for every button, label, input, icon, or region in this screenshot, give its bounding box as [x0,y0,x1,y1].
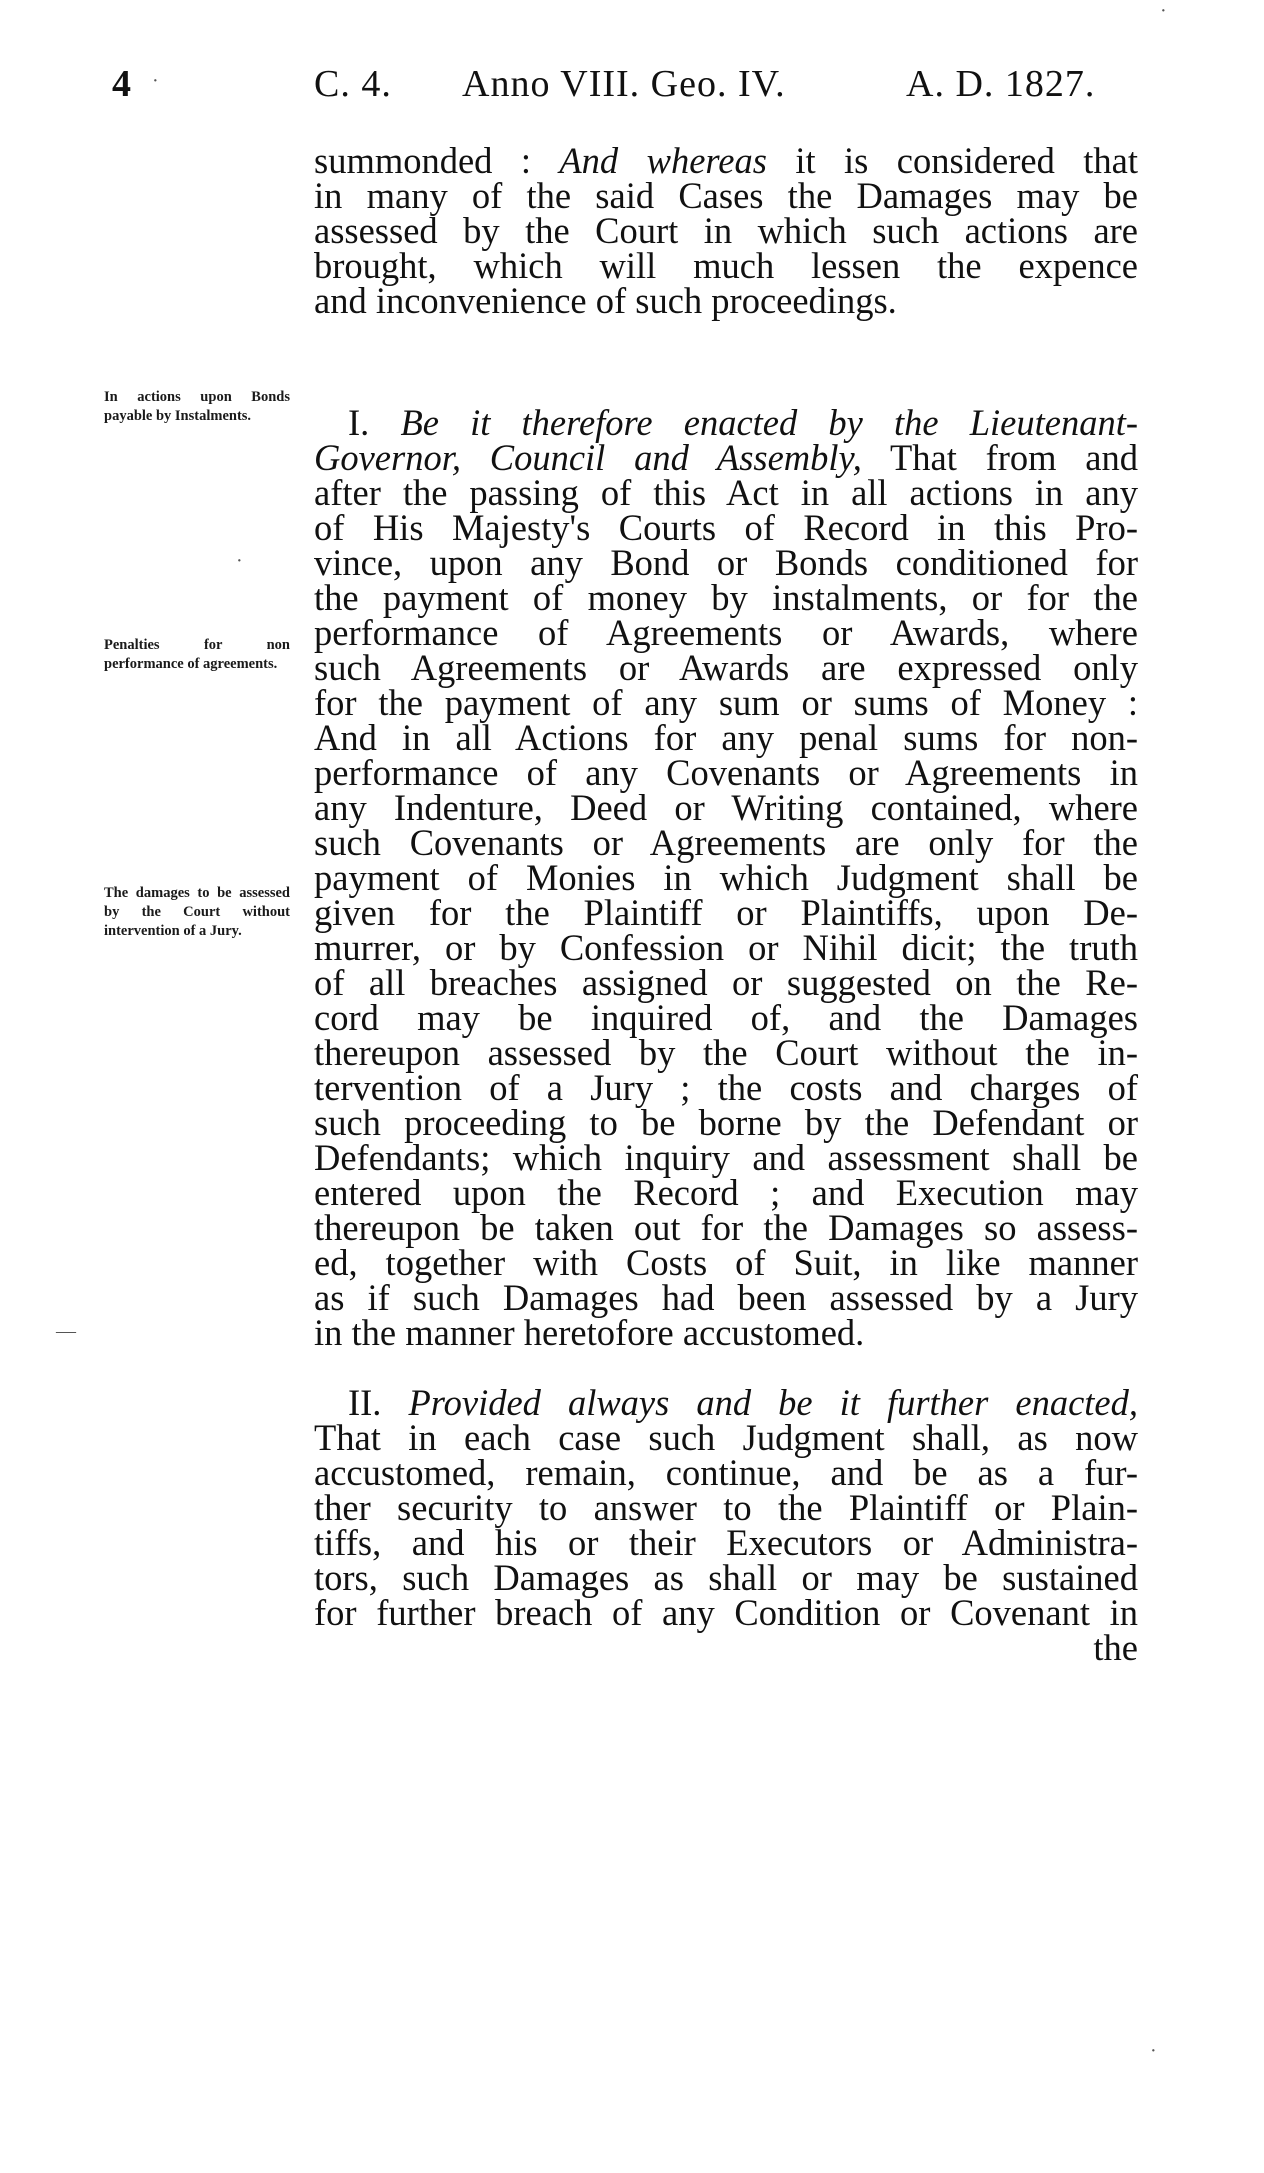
text-run: for the payment of any sum or sums of Money : [314,682,1138,723]
text-run: accustomed, remain, continue, and be as a fur- [314,1452,1138,1493]
ink-speck: · [1160,0,1167,22]
italic-text-run: And whereas [559,140,767,181]
text-run: of all breaches assigned or suggested on the Re- [314,962,1138,1003]
margin-note-damages: The damages to be assessed by the Court without intervention of a Jury. [104,885,290,939]
text-run: payment of Monies in which Judgment shall be [314,857,1138,898]
text-run: performance of any Covenants or Agreements in [314,752,1138,793]
text-run: That in each case such Judgment shall, as now [314,1417,1138,1458]
text-run: vince, upon any Bond or Bonds conditioned for [314,542,1138,583]
italic-text-run: Governor, Council and Assembly, [314,437,862,478]
text-line [314,1310,1138,1356]
text-run: the payment of money by instalments, or for the [314,577,1138,618]
italic-text-run: Provided always and be it further enacted, [408,1382,1138,1423]
text-run: such Agreements or Awards are expressed only [314,647,1138,688]
text-run: any Indenture, Deed or Writing contained, where [314,787,1138,828]
text-run: tiffs, and his or their Executors or Administra- [314,1522,1138,1563]
text-run: tervention of a Jury ; the costs and charges of [314,1067,1138,1108]
text-run: assessed by the Court in which such actions are [314,210,1138,251]
margin-note-penalties: Penalties for non performance of agreements. [104,637,290,672]
ink-speck: — [56,1320,76,1342]
text-run: That from and [861,437,1138,478]
text-run: given for the Plaintiff or Plaintiffs, upon De- [314,892,1138,933]
text-run: of His Majesty's Courts of Record in this Pro- [314,507,1138,548]
text-run: performance of Agreements or Awards, where [314,612,1138,653]
text-run: murrer, or by Confession or Nihil dicit; the truth [314,927,1138,968]
text-run: II. [348,1382,409,1423]
chapter-number: C. 4. [314,63,392,105]
text-line [314,278,1138,324]
text-run: ther security to answer to the Plaintiff or Plain- [314,1487,1138,1528]
text-run: thereupon be taken out for the Damages so assess- [314,1207,1138,1248]
text-run: ed, together with Costs of Suit, in like manner [314,1242,1138,1283]
text-run: and inconvenience of such proceedings. [314,280,897,321]
ink-speck: · [1150,2040,1157,2062]
text-run: Defendants; which inquiry and assessment shall be [314,1137,1138,1178]
page-number: 4 [112,63,132,105]
regnal-year: Anno VIII. Geo. IV. [462,63,786,105]
text-run: it is considered that [766,140,1138,181]
year-of-enactment: A. D. 1827. [906,63,1096,105]
text-line [314,1625,1138,1671]
text-run: And in all Actions for any penal sums for non- [314,717,1138,758]
text-run: for further breach of any Condition or Covenant in [314,1592,1138,1633]
text-run: entered upon the Record ; and Execution may [314,1172,1138,1213]
text-run: in the manner heretofore accustomed. [314,1312,865,1353]
text-run: the [1093,1627,1138,1668]
text-run: tors, such Damages as shall or may be sustained [314,1557,1138,1598]
text-run: such proceeding to be borne by the Defendant or [314,1102,1138,1143]
margin-note-bonds: In actions upon Bonds payable by Instalments. [104,389,290,424]
text-run: thereupon assessed by the Court without the in- [314,1032,1138,1073]
text-run: in many of the said Cases the Damages may be [314,175,1138,216]
text-run: brought, which will much lessen the expence [314,245,1138,286]
italic-text-run: Be it therefore enacted by the Lieutenant- [400,402,1138,443]
text-run: cord may be inquired of, and the Damages [314,997,1138,1038]
text-run: I. [348,402,401,443]
running-header [0,62,1264,122]
ink-speck: · [152,70,159,92]
text-run: such Covenants or Agreements are only for the [314,822,1138,863]
ink-speck: · [236,550,243,572]
text-run: summonded : [314,140,560,181]
text-run: after the passing of this Act in all actions in any [314,472,1138,513]
text-run: as if such Damages had been assessed by a Jury [314,1277,1138,1318]
